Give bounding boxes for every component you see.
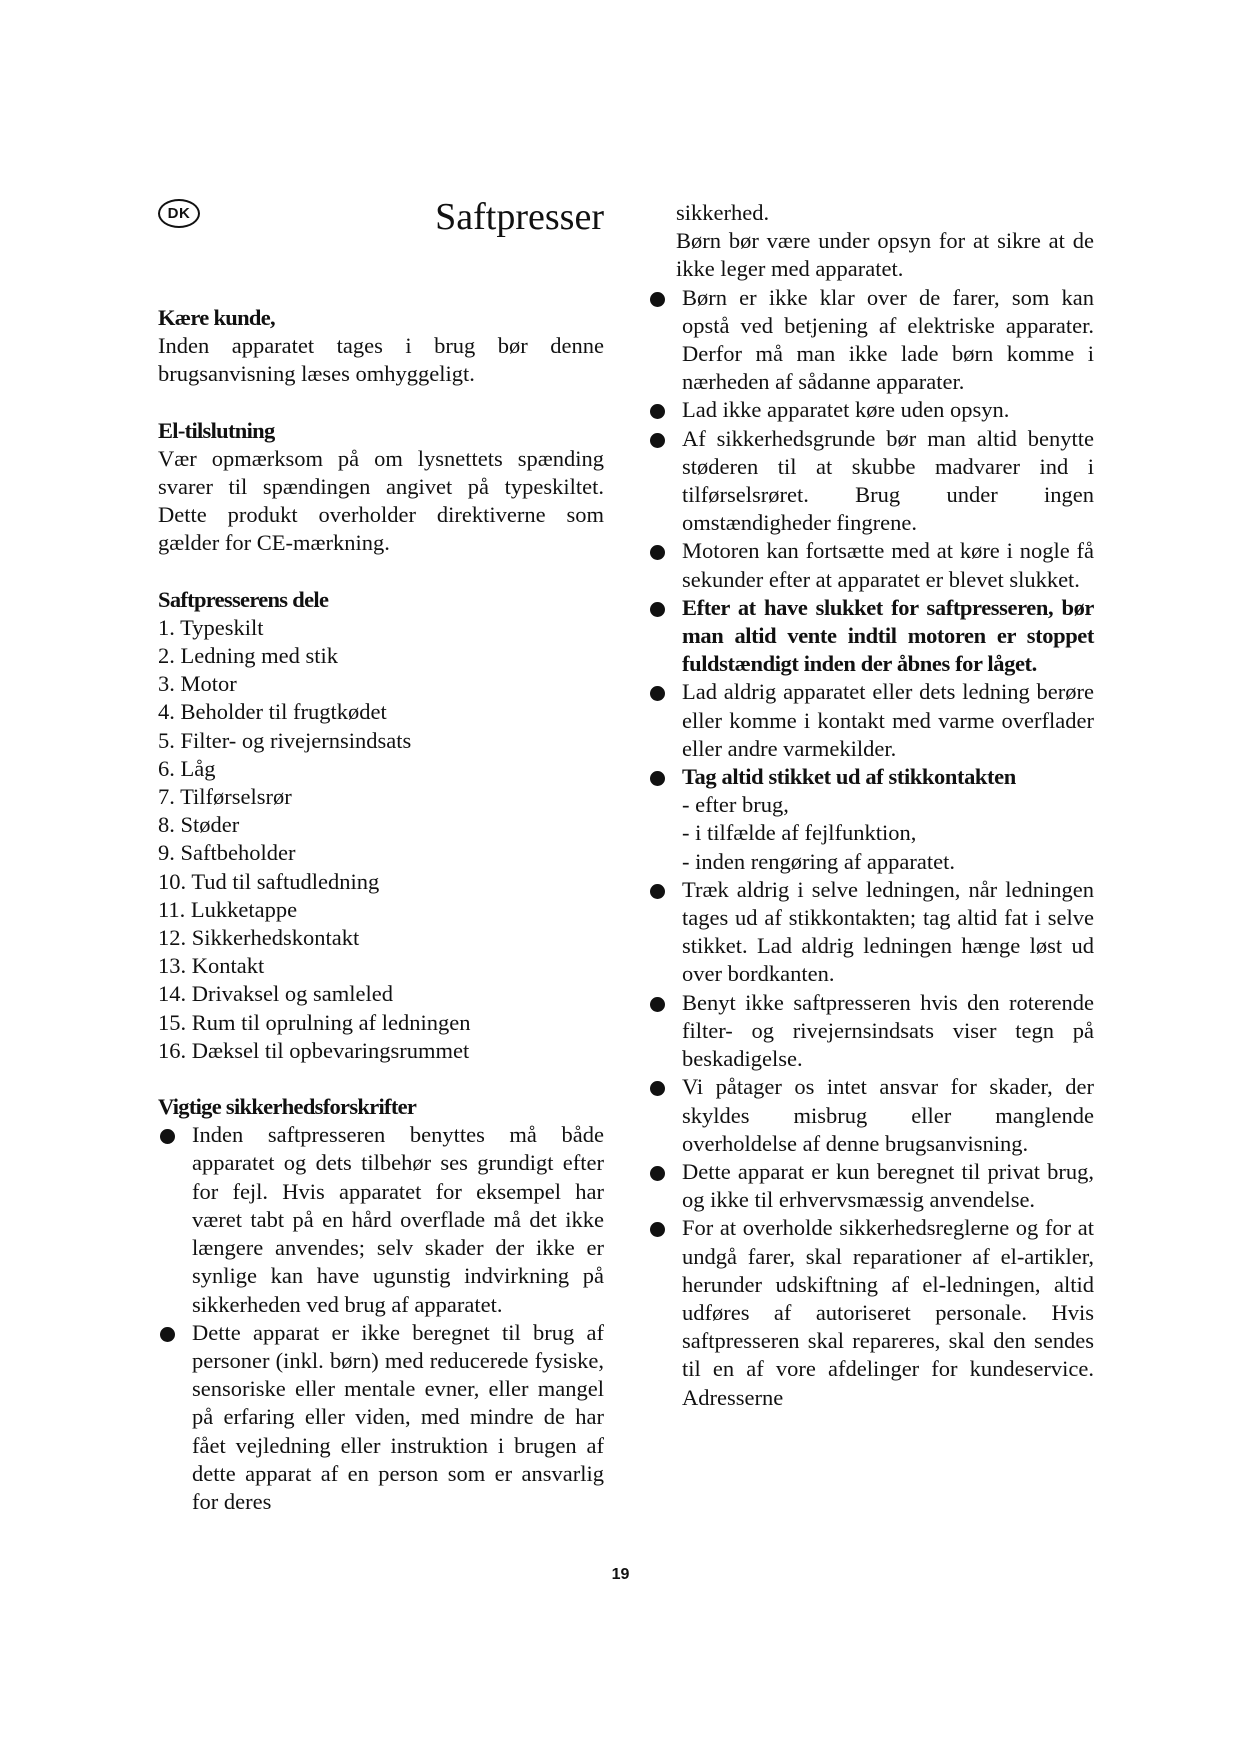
- safety-bullet: [648, 1073, 1094, 1158]
- language-badge: DK: [158, 199, 200, 228]
- greeting-heading: Kære kunde,: [158, 305, 275, 330]
- bullet-dot-icon: [650, 433, 665, 448]
- safety-bullet: [648, 284, 1094, 397]
- bullet-dot-icon: [650, 1222, 665, 1237]
- greeting-text: Inden apparatet tages i brug bør denne brugsanvisning læses omhyggeligt.: [158, 333, 604, 387]
- greeting-section: [158, 304, 604, 389]
- parts-list-item: 12. Sikkerhedskontakt: [158, 925, 360, 951]
- safety-bullet: [648, 1158, 1094, 1214]
- parts-list-item: 10. Tud til saftudledning: [158, 868, 380, 894]
- unplug-item: - efter brug,: [682, 792, 789, 818]
- safety-bullet: [648, 989, 1094, 1074]
- parts-list-item: 9. Saftbeholder: [158, 840, 296, 866]
- parts-list-item: 2. Ledning med stik: [158, 643, 338, 669]
- safety-bullet-text: Træk aldrig i selve ledningen, når ledningen tages ud af stikkontakten; tag altid fat i selve stikket. Lad aldrig ledningen hænge løst ud over bordkanten.: [682, 876, 1094, 987]
- parts-list-item: 3. Motor: [158, 671, 237, 697]
- safety-bullet: [158, 1121, 604, 1318]
- safety-bullet-unplug: [648, 763, 1094, 791]
- connection-section: [158, 417, 604, 558]
- unplug-heading: Tag altid stikket ud af stikkontakten: [682, 764, 1016, 790]
- safety-bullet: [648, 1214, 1094, 1411]
- safety-bullet: [648, 537, 1094, 593]
- safety-bullet: [648, 425, 1094, 538]
- bullet-dot-icon: [650, 884, 665, 899]
- safety-bullet: [648, 876, 1094, 989]
- page-header: [158, 195, 604, 265]
- bullet-dot-icon: [650, 1166, 665, 1181]
- parts-list-item: 14. Drivaksel og samleled: [158, 981, 393, 1007]
- safety-bullet-text: Benyt ikke saftpresseren hvis den roterende filter- og rivejernsindsats viser tegn på beskadigelse.: [682, 989, 1094, 1072]
- bullet-dot-icon: [650, 292, 665, 307]
- left-column: [158, 195, 604, 1516]
- safety-bullet-text: Af sikkerhedsgrunde bør man altid benytte støderen til at skubbe madvarer ind i tilførselsrøret. Brug under ingen omstændigheder fingrene.: [682, 425, 1094, 536]
- safety-bullet-text: Børn er ikke klar over de farer, som kan opstå ved betjening af elektriske apparater. Derfor må man ikke lade børn komme i nærheden af sådanne apparater.: [682, 284, 1094, 395]
- parts-list-item: 11. Lukketappe: [158, 896, 298, 922]
- parts-list-item: 13. Kontakt: [158, 953, 265, 979]
- parts-list-item: 5. Filter- og rivejernsindsats: [158, 727, 412, 753]
- page-number: 19: [611, 1566, 630, 1583]
- parts-list-item: 1. Typeskilt: [158, 614, 264, 640]
- safety-bullet-text: Motoren kan fortsætte med at køre i nogle få sekunder efter at apparatet er blevet slukket.: [682, 538, 1094, 592]
- safety-heading: Vigtige sikkerhedsforskrifter: [158, 1094, 417, 1120]
- bullet-dot-icon: [650, 404, 665, 419]
- parts-list-item: 4. Beholder til frugtkødet: [158, 699, 387, 725]
- parts-list-item: 16. Dæksel til opbevaringsrummet: [158, 1037, 470, 1063]
- parts-list-item: 8. Støder: [158, 812, 240, 838]
- continued-text-children: Børn bør være under opsyn for at sikre at de ikke leger med apparatet.: [676, 228, 1094, 282]
- bullet-dot-icon: [650, 602, 665, 617]
- safety-bullet: [158, 1319, 604, 1516]
- safety-bullet-text: Efter at have slukket for saftpresseren, bør man altid vente indtil motoren er stoppet fuldstændigt inden der åbnes for låget.: [682, 594, 1094, 677]
- unplug-item: - i tilfælde af fejlfunktion,: [682, 820, 917, 846]
- right-column: [648, 199, 1094, 1412]
- bullet-dot-icon: [650, 1081, 665, 1096]
- parts-list-item: 15. Rum til oprulning af ledningen: [158, 1009, 471, 1035]
- connection-text: Vær opmærksom på om lysnettets spænding svarer til spændingen angivet på typeskiltet. Dette produkt overholder direktiverne som gælder for CE-mærkning.: [158, 445, 604, 556]
- safety-bullet-text: For at overholde sikkerhedsreglerne og for at undgå farer, skal reparationer af el-artikler, herunder udskiftning af el-ledningen, altid udføres af autoriseret personale. Hvis saftpresseren skal repareres, skal den sendes til en af vore afdelinger for kundeservice. Adresserne: [682, 1215, 1094, 1410]
- bullet-dot-icon: [160, 1327, 175, 1342]
- bullet-dot-icon: [650, 545, 665, 560]
- page-title: Saftpresser: [435, 196, 604, 238]
- bullet-dot-icon: [650, 997, 665, 1012]
- safety-bullet-text: Vi påtager os intet ansvar for skader, der skyldes misbrug eller manglende overholdelse af denne brugsanvisning.: [682, 1074, 1094, 1156]
- safety-bullet-text: Inden saftpresseren benyttes må både apparatet og dets tilbehør ses grundigt efter for fejl. Hvis apparatet for eksempel har været tabt på en hård overflade må det ikke længere anvendes; selv skader der ikke er synlige kan have ugunstig indvirkning på sikkerheden ved brug af apparatet.: [192, 1122, 604, 1317]
- bullet-dot-icon: [650, 771, 665, 786]
- unplug-item: - inden rengøring af apparatet.: [682, 848, 955, 874]
- safety-bullet-text: Dette apparat er kun beregnet til privat brug, og ikke til erhvervsmæssig anvendelse.: [682, 1158, 1094, 1213]
- bullet-dot-icon: [160, 1129, 175, 1144]
- parts-heading: Saftpresserens dele: [158, 586, 329, 612]
- safety-bullet: [648, 678, 1094, 763]
- safety-bullet-text: Lad aldrig apparatet eller dets ledning berøre eller komme i kontakt med varme overflader eller andre varmekilder.: [682, 679, 1094, 761]
- parts-section: [158, 586, 604, 1065]
- bullet-dot-icon: [650, 686, 665, 701]
- safety-section: [158, 1093, 604, 1516]
- safety-bullet-text: Lad ikke apparatet køre uden opsyn.: [682, 397, 1010, 423]
- continued-text: sikkerhed.: [676, 200, 770, 225]
- parts-list-item: 7. Tilførselsrør: [158, 784, 292, 810]
- safety-bullet: [648, 396, 1094, 424]
- connection-heading: El-tilslutning: [158, 417, 275, 443]
- parts-list-item: 6. Låg: [158, 755, 216, 781]
- safety-bullet-bold: [648, 594, 1094, 679]
- safety-bullet-text: Dette apparat er ikke beregnet til brug af personer (inkl. børn) med reducerede fysiske, sensoriske eller mentale evner, eller mangel på erfaring eller viden, med mindre de har fået vejledning eller instruktion i brugen af dette apparat af en person som er ansvarlig for deres: [192, 1319, 604, 1514]
